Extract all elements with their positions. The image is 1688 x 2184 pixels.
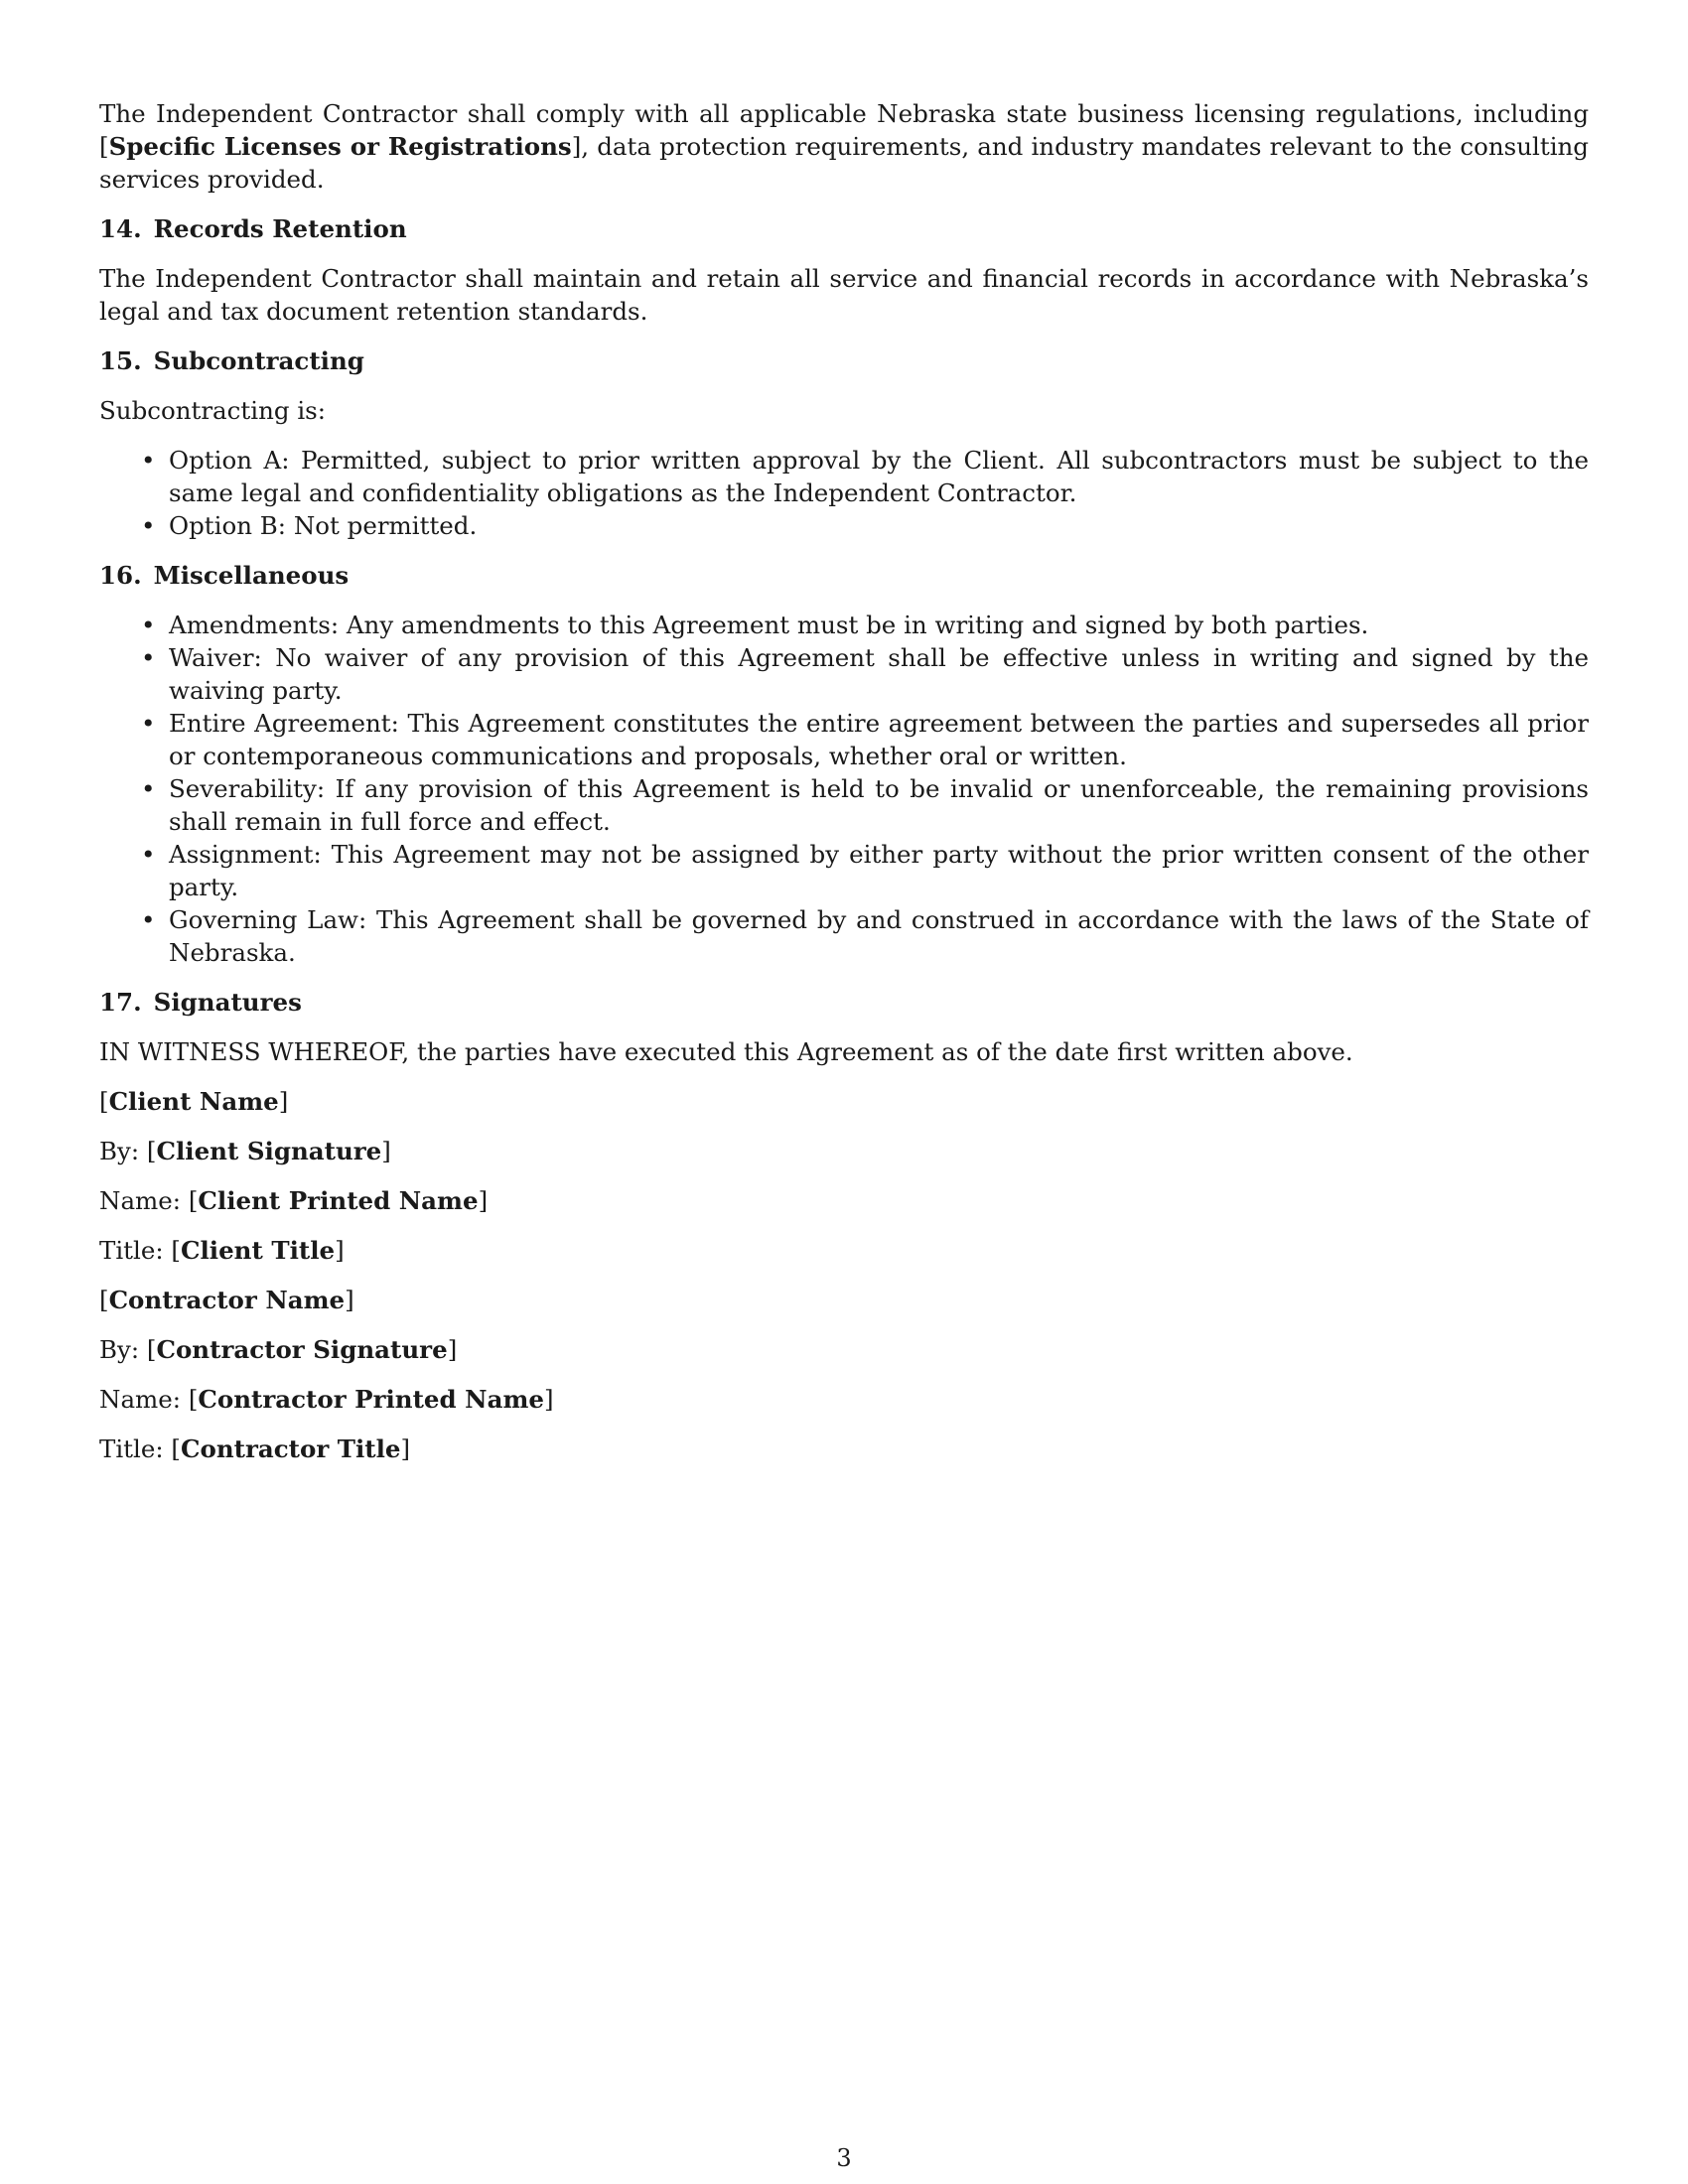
miscellaneous-list: [99, 609, 1589, 969]
list-item: • Entire Agreement: This Agreement constitutes the entire agreement between the parties and supersedes all prior or contemporaneous communications and proposals, whether oral or written.: [141, 709, 1589, 770]
bullet-icon: •: [141, 446, 156, 475]
list-item: • Amendments: Any amendments to this Agreement must be in writing and signed by both parties.: [141, 611, 1369, 639]
section-15-body: Subcontracting is:: [99, 396, 326, 425]
document-page: [99, 97, 1589, 1482]
contractor-title-line: Title: [Contractor Title]: [99, 1434, 411, 1463]
list-item: • Option B: Not permitted.: [141, 511, 478, 540]
list-item: • Waiver: No waiver of any provision of this Agreement shall be effective unless in writing and signed by the waiving party.: [141, 643, 1589, 705]
subcontracting-options-list: [99, 444, 1589, 542]
intro-paragraph: The Independent Contractor shall comply with all applicable Nebraska state business licensing regulations, including [Specific Licenses or Registrations], data protection requirements, and industry mandates relevant to the consulting services provided.: [99, 99, 1589, 194]
contractor-name-line: [Contractor Name]: [99, 1286, 354, 1314]
page-number: 3: [836, 2144, 852, 2172]
section-14-body: The Independent Contractor shall maintain and retain all service and financial records in accordance with Nebraska’s legal and tax document retention standards.: [99, 264, 1589, 326]
bullet-icon: •: [141, 643, 156, 672]
section-17-body: IN WITNESS WHEREOF, the parties have executed this Agreement as of the date first written above.: [99, 1037, 1353, 1066]
client-name-line: [Client Name]: [99, 1087, 289, 1116]
list-item: • Option A: Permitted, subject to prior written approval by the Client. All subcontractors must be subject to the same legal and confidentiality obligations as the Independent Contractor.: [141, 446, 1589, 507]
bullet-icon: •: [141, 611, 156, 639]
list-item: • Governing Law: This Agreement shall be governed by and construed in accordance with the laws of the State of Nebraska.: [141, 905, 1589, 967]
bullet-icon: •: [141, 774, 156, 803]
section-17-heading: 17. Signatures: [99, 988, 302, 1017]
bullet-icon: •: [141, 840, 156, 869]
contractor-printed-name-line: Name: [Contractor Printed Name]: [99, 1385, 554, 1414]
client-signature-line: By: [Client Signature]: [99, 1137, 391, 1165]
list-item: • Assignment: This Agreement may not be assigned by either party without the prior written consent of the other party.: [141, 840, 1589, 901]
section-15-heading: 15. Subcontracting: [99, 346, 364, 375]
list-item: • Severability: If any provision of this Agreement is held to be invalid or unenforceable, the remaining provisions shall remain in full force and effect.: [141, 774, 1589, 836]
contractor-signature-line: By: [Contractor Signature]: [99, 1335, 458, 1364]
client-title-line: Title: [Client Title]: [99, 1236, 345, 1265]
bullet-icon: •: [141, 709, 156, 738]
licenses-placeholder: Specific Licenses or Registrations: [108, 132, 572, 161]
bullet-icon: •: [141, 511, 156, 540]
section-16-heading: 16. Miscellaneous: [99, 561, 350, 590]
bullet-icon: •: [141, 905, 156, 934]
client-printed-name-line: Name: [Client Printed Name]: [99, 1186, 489, 1215]
section-14-heading: 14. Records Retention: [99, 214, 407, 243]
